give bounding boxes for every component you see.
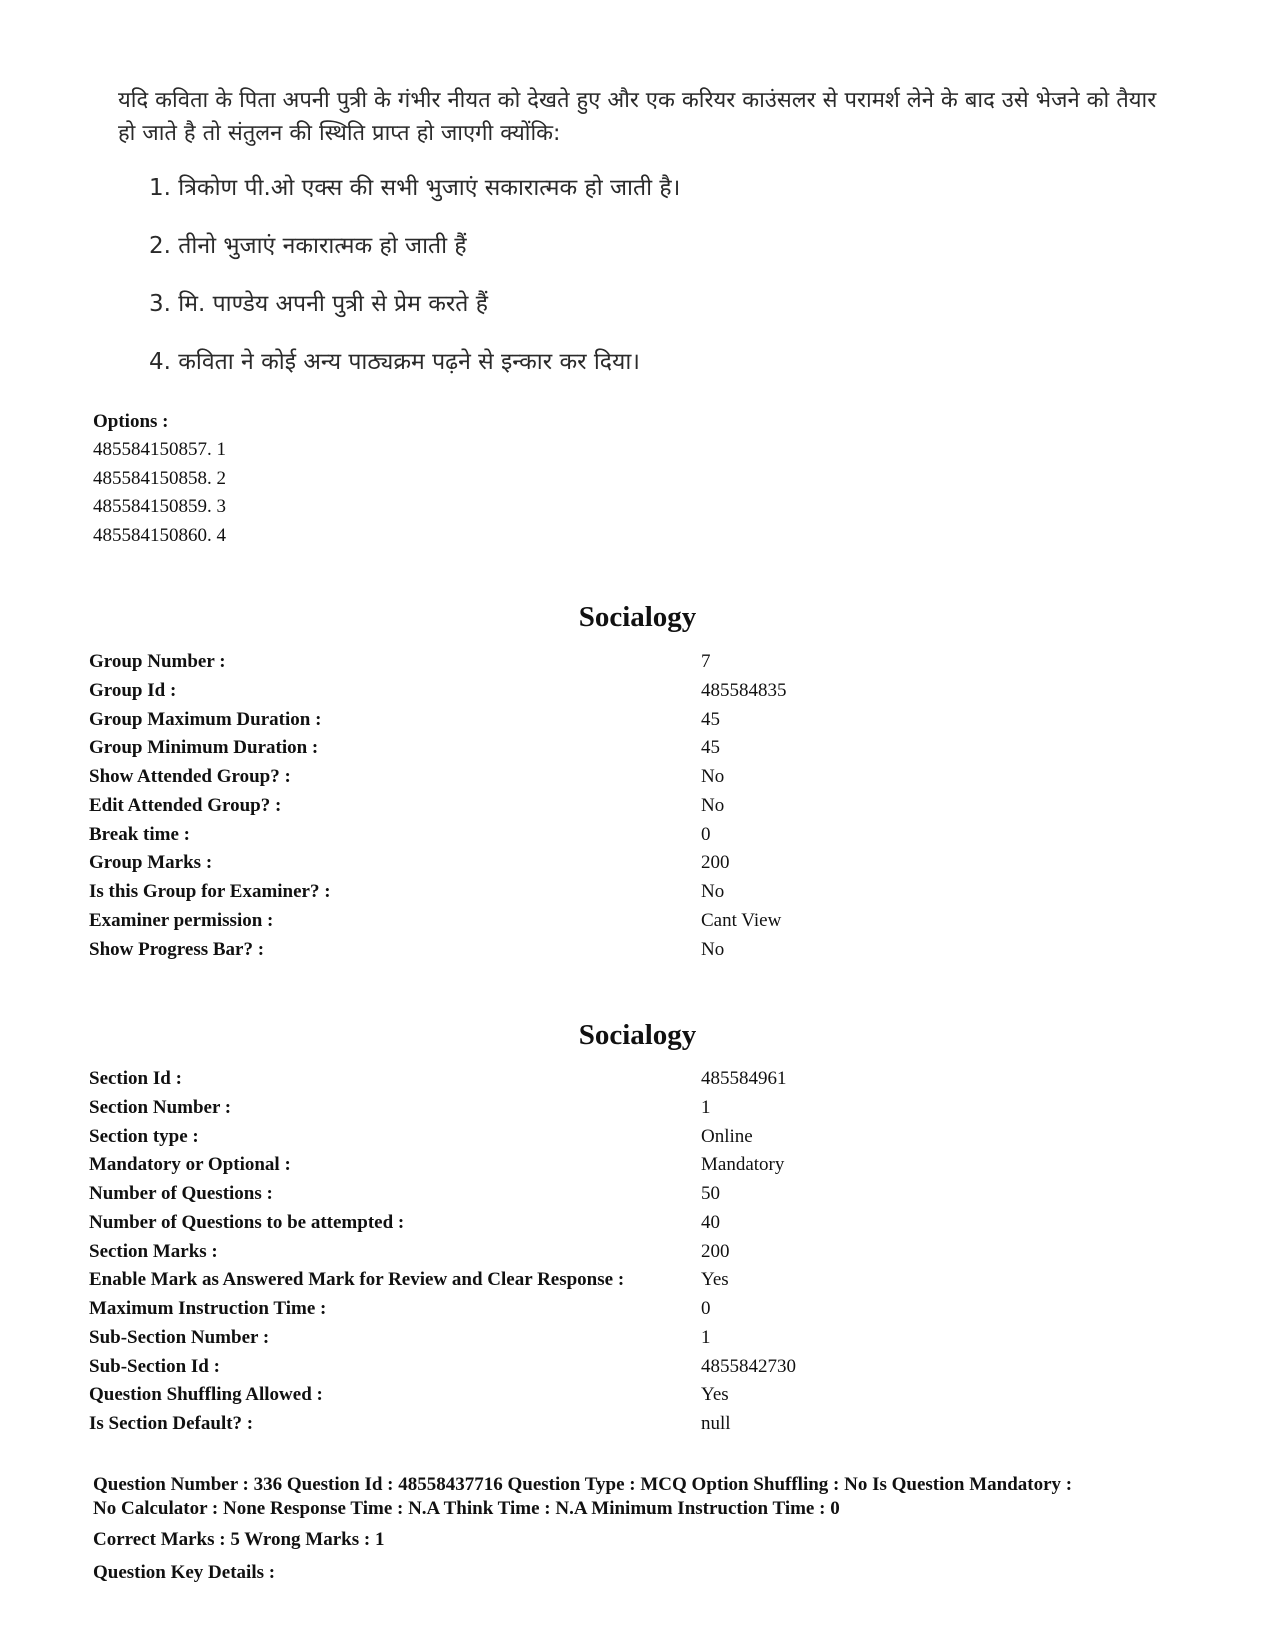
option-2: 485584150858. 2 bbox=[93, 467, 226, 489]
detail-key: Section Marks : bbox=[89, 1240, 218, 1262]
detail-key: Mandatory or Optional : bbox=[89, 1154, 291, 1176]
detail-key: Show Attended Group? : bbox=[89, 766, 291, 787]
statement-1: 1. त्रिकोण पी.ओ एक्स की सभी भुजाएं सकारात्मक हो जाती है। bbox=[149, 175, 681, 201]
detail-value: Online bbox=[701, 1125, 753, 1147]
detail-key: Is Section Default? : bbox=[89, 1413, 254, 1434]
detail-value: 1 bbox=[701, 1326, 711, 1348]
detail-value: No bbox=[701, 794, 725, 816]
detail-row bbox=[89, 1238, 1001, 1267]
detail-key: Section Number : bbox=[89, 1096, 232, 1118]
detail-value: Mandatory bbox=[701, 1154, 785, 1176]
detail-key: Show Progress Bar? : bbox=[89, 938, 265, 960]
detail-row bbox=[89, 1180, 1001, 1209]
detail-value: 1 bbox=[701, 1096, 711, 1118]
detail-value: 4855842730 bbox=[701, 1355, 796, 1377]
detail-key: Number of Questions : bbox=[89, 1183, 273, 1204]
detail-key: Enable Mark as Answered Mark for Review and Clear Response : bbox=[89, 1269, 625, 1291]
question-info-line-1: Question Number : 336 Question Id : 48558437716 Question Type : MCQ Option Shuffling : No Is Question Mandatory : bbox=[93, 1474, 1073, 1495]
detail-row bbox=[89, 878, 1001, 907]
detail-value: 485584961 bbox=[701, 1068, 787, 1089]
detail-row bbox=[89, 1065, 1001, 1094]
detail-row bbox=[89, 936, 1001, 965]
detail-value: 45 bbox=[701, 737, 720, 759]
detail-row bbox=[89, 677, 1001, 706]
detail-row bbox=[89, 648, 1001, 677]
detail-row bbox=[89, 1410, 1001, 1439]
detail-key: Sub-Section Number : bbox=[89, 1326, 270, 1348]
detail-value: Yes bbox=[701, 1269, 729, 1291]
detail-key: Edit Attended Group? : bbox=[89, 794, 282, 816]
detail-value: 200 bbox=[701, 852, 730, 874]
detail-key: Examiner permission : bbox=[89, 909, 274, 931]
question-info-line-2: No Calculator : None Response Time : N.A Think Time : N.A Minimum Instruction Time : 0 bbox=[93, 1498, 840, 1519]
detail-value: 40 bbox=[701, 1211, 720, 1233]
detail-key: Break time : bbox=[89, 823, 190, 845]
detail-key: Group Number : bbox=[89, 651, 226, 672]
detail-value: Yes bbox=[701, 1384, 729, 1406]
option-3: 485584150859. 3 bbox=[93, 496, 226, 518]
detail-row bbox=[89, 1381, 1001, 1410]
detail-row bbox=[89, 1123, 1001, 1152]
detail-key: Is this Group for Examiner? : bbox=[89, 881, 331, 902]
detail-value: 50 bbox=[701, 1183, 720, 1204]
detail-row bbox=[89, 763, 1001, 792]
detail-key: Section Id : bbox=[89, 1068, 182, 1089]
options-label: Options : bbox=[93, 411, 169, 432]
detail-row bbox=[89, 1266, 1001, 1295]
detail-row bbox=[89, 734, 1001, 763]
group-title: Socialogy bbox=[578, 601, 697, 633]
option-1: 485584150857. 1 bbox=[93, 439, 226, 460]
detail-row bbox=[89, 792, 1001, 821]
option-4: 485584150860. 4 bbox=[93, 525, 226, 547]
detail-key: Group Maximum Duration : bbox=[89, 708, 322, 730]
detail-row bbox=[89, 1324, 1001, 1353]
detail-value: Cant View bbox=[701, 909, 782, 931]
detail-value: 7 bbox=[701, 651, 711, 672]
detail-row bbox=[89, 849, 1001, 878]
detail-value: 45 bbox=[701, 708, 720, 730]
detail-row bbox=[89, 706, 1001, 735]
detail-value: No bbox=[701, 766, 725, 787]
detail-key: Group Minimum Duration : bbox=[89, 737, 319, 759]
detail-row bbox=[89, 907, 1001, 936]
detail-key: Group Marks : bbox=[89, 852, 213, 874]
section-details-table bbox=[89, 1065, 1001, 1439]
detail-row bbox=[89, 1151, 1001, 1180]
statement-3: 3. मि. पाण्डेय अपनी पुत्री से प्रेम करते हैं bbox=[149, 291, 488, 317]
detail-row bbox=[89, 1353, 1001, 1382]
question-key-details: Question Key Details : bbox=[93, 1562, 276, 1583]
section-title: Socialogy bbox=[578, 1019, 697, 1051]
statement-2: 2. तीनो भुजाएं नकारात्मक हो जाती हैं bbox=[149, 233, 467, 259]
detail-value: No bbox=[701, 938, 725, 960]
detail-row bbox=[89, 1209, 1001, 1238]
group-details-table bbox=[89, 648, 1001, 964]
detail-value: 0 bbox=[701, 823, 711, 845]
detail-key: Sub-Section Id : bbox=[89, 1355, 220, 1377]
statement-4: 4. कविता ने कोई अन्य पाठ्यक्रम पढ़ने से इन्कार कर दिया। bbox=[149, 349, 641, 375]
detail-key: Number of Questions to be attempted : bbox=[89, 1211, 405, 1233]
question-info bbox=[93, 1473, 1213, 1587]
detail-key: Section type : bbox=[89, 1125, 199, 1147]
detail-row bbox=[89, 1295, 1001, 1324]
detail-key: Question Shuffling Allowed : bbox=[89, 1384, 323, 1406]
detail-value: 200 bbox=[701, 1240, 730, 1262]
question-statements bbox=[118, 170, 1158, 402]
detail-key: Maximum Instruction Time : bbox=[89, 1298, 327, 1319]
detail-row bbox=[89, 1094, 1001, 1123]
detail-value: 0 bbox=[701, 1298, 711, 1319]
detail-key: Group Id : bbox=[89, 679, 177, 701]
detail-value: 485584835 bbox=[701, 679, 787, 701]
detail-value: null bbox=[701, 1413, 731, 1434]
question-paragraph: यदि कविता के पिता अपनी पुत्री के गंभीर नीयत को देखते हुए और एक करियर काउंसलर से परामर्श लेने के बाद उसे भेजने को तैयार हो जाते है तो संतुलन की स्थिति प्राप्त हो जाएगी क्योंकि: bbox=[118, 88, 1157, 146]
detail-value: No bbox=[701, 881, 725, 902]
options-list bbox=[93, 407, 226, 551]
detail-row bbox=[89, 821, 1001, 850]
marks-info: Correct Marks : 5 Wrong Marks : 1 bbox=[93, 1529, 385, 1550]
question-image-hindi bbox=[118, 84, 1158, 402]
